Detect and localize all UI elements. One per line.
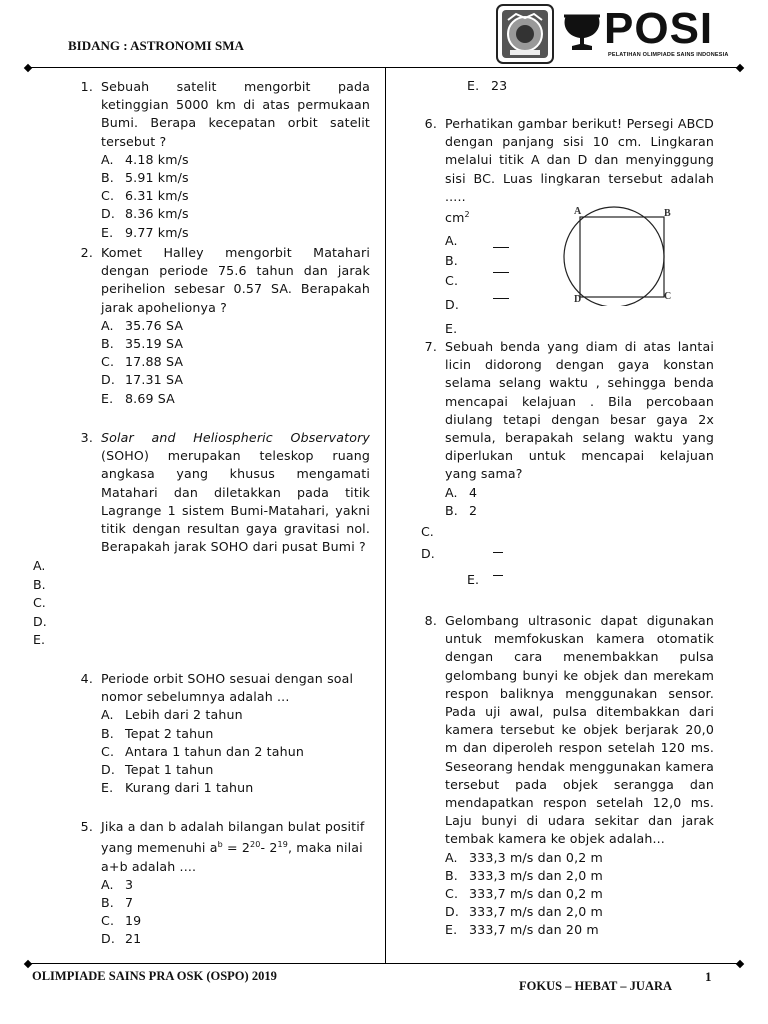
question-number: 4. <box>80 671 93 686</box>
question-7-option-c[interactable]: C. <box>421 524 434 539</box>
option-e[interactable]: E. <box>33 632 45 648</box>
question-4 <box>75 670 370 797</box>
label-a: A <box>574 206 582 217</box>
option-c[interactable]: C. 19 <box>101 913 142 929</box>
option-e-fraction <box>493 298 509 299</box>
option-e[interactable]: E. 333,7 m/s dan 20 m <box>445 922 599 938</box>
option-c[interactable]: C. <box>445 273 459 289</box>
question-text: Gelombang ultrasonic dapat digunakan untuk memfokuskan kamera otomatik dengan cara menembakkan pulsa gelombang bunyi ke objek dan merekam respon baliknya menggunakan sensor. Pada uji awal, pulsa ditembakkan dari kamera tersebut ke objek berjarak 20,0 m dan diperoleh respon setelah 120 ms. Seseorang hendak menggunakan kamera tersebut pada objek serangga dan mendapatkan respon setelah 12,0 ms. Laju bunyi di udara sekitar dan jarak tembak kamera ke objek adalah... <box>445 613 714 847</box>
column-divider <box>385 68 386 964</box>
option-list <box>101 151 370 242</box>
footer-motto: FOKUS – HEBAT – JUARA <box>519 979 673 993</box>
option-b[interactable]: B. <box>33 576 46 592</box>
page-number: 1 <box>705 969 712 984</box>
question-5 <box>75 818 370 949</box>
option-d[interactable]: D. 17.31 SA <box>101 372 184 388</box>
option-list <box>445 849 714 940</box>
square-abcd <box>580 217 664 297</box>
option-c-fraction <box>493 247 509 248</box>
question-number: 3. <box>80 430 93 445</box>
option-e[interactable]: E. 8.69 SA <box>101 390 175 406</box>
option-d[interactable]: D. 8.36 km/s <box>101 206 189 222</box>
option-c[interactable]: C. 333,7 m/s dan 0,2 m <box>445 886 603 902</box>
footer-rule <box>28 963 740 964</box>
unit: cm <box>445 210 465 226</box>
option-b[interactable]: B. 5.91 km/s <box>101 170 189 185</box>
question-text: Sebuah satelit mengorbit pada ketinggian 5000 km di atas permukaan Bumi. Berapa kecepatan orbit satelit tersebut ? <box>101 79 370 149</box>
label-b: B <box>664 208 671 219</box>
option-b[interactable]: B. <box>445 253 458 269</box>
question-text: Periode orbit SOHO sesuai dengan soal nomor sebelumnya adalah ... <box>101 671 354 705</box>
question-number: 2. <box>80 245 93 260</box>
option-d[interactable]: D. <box>33 613 47 629</box>
question-7-option-d[interactable]: D. <box>421 546 435 561</box>
option-a[interactable]: A. 35.76 SA <box>101 317 184 333</box>
header-rule-end-left <box>24 64 32 72</box>
subject-title: BIDANG : ASTRONOMI SMA <box>68 38 244 53</box>
option-d[interactable]: D. <box>445 297 460 313</box>
question-2 <box>75 244 370 408</box>
question-number: 5. <box>80 819 93 834</box>
question-3-options <box>33 557 47 650</box>
option-a[interactable]: A. 4.18 km/s <box>101 151 189 167</box>
option-e-fraction <box>493 575 503 576</box>
option-list <box>101 876 370 949</box>
question-text: Sebuah benda yang diam di atas lantai licin didorong dengan gaya konstan selama selang waktu , sehingga benda mencapai kelajuan . Bila percobaan diulang tetapi dengan besar gaya 2x semula, berapakah selang waktu yang diperlukan untuk mencapai kelajuan yang sama? <box>445 339 714 482</box>
option-b[interactable]: B. 35.19 SA <box>101 336 184 351</box>
brand-name: POSI <box>604 4 714 53</box>
question-text: Komet Halley mengorbit Matahari dengan periode 75.6 tahun dan jarak perihelion sebesar 0.57 SA. Berapakah jarak apohelionya ? <box>101 245 370 315</box>
option-a[interactable]: A. 333,3 m/s dan 0,2 m <box>445 849 603 865</box>
option-list <box>101 317 370 408</box>
emblem-logo <box>496 4 554 64</box>
option-list <box>445 484 714 520</box>
trophy-icon <box>560 12 604 54</box>
option-d[interactable]: D. Tepat 1 tahun <box>101 761 214 777</box>
posi-logo <box>560 4 730 62</box>
circle-through-a-d <box>564 207 664 306</box>
header-rule <box>28 67 740 68</box>
option-d-fraction <box>493 272 509 273</box>
question-number: 6. <box>424 116 437 131</box>
option-e[interactable]: E. Kurang dari 1 tahun <box>101 780 254 796</box>
option-d[interactable]: D. 21 <box>101 931 142 947</box>
question-text-italic: Solar and Heliospheric Observatory <box>101 430 370 445</box>
option-c[interactable]: C. <box>33 595 46 611</box>
question-text-rest: (SOHO) merupakan teleskop ruang angkasa yang khusus mengamati Matahari dan diletakkan pada titik Lagrange 1 sistem Bumi-Matahari, yakni titik dengan resultan gaya gravitasi nol. Berapakah jarak SOHO dari pusat Bumi ? <box>101 448 370 555</box>
question-8 <box>419 612 714 940</box>
header-rule-end-right <box>736 64 744 72</box>
footer-rule-end-left <box>24 960 32 968</box>
option-e[interactable]: E. <box>445 321 458 337</box>
option-list <box>101 706 370 797</box>
option-e[interactable]: E. 9.77 km/s <box>101 224 189 240</box>
question-text: Perhatikan gambar berikut! Persegi ABCD dengan panjang sisi 10 cm. Lingkaran melalui titik A dan D dan menyinggung sisi BC. Luas lingkaran tersebut adalah ..... $cm^2$ <box>445 116 714 226</box>
option-b[interactable]: B. 2 <box>445 502 478 518</box>
footer-event: OLIMPIADE SAINS PRA OSK (OSPO) 2019 <box>32 969 277 983</box>
question-text <box>101 429 370 556</box>
option-a[interactable]: A. <box>33 558 46 573</box>
question-5-option-e[interactable]: E. 23 <box>467 78 508 93</box>
option-c[interactable]: C. 6.31 km/s <box>101 188 189 204</box>
option-b[interactable]: B. 7 <box>101 894 134 910</box>
option-a[interactable]: A. Lebih dari 2 tahun <box>101 707 243 723</box>
label-d: D <box>574 294 582 305</box>
question-3 <box>75 429 370 556</box>
footer-rule-end-right <box>736 960 744 968</box>
question-number: 8. <box>424 613 437 628</box>
question-7-option-e[interactable]: E. <box>467 572 479 587</box>
option-c[interactable]: C. Antara 1 tahun dan 2 tahun <box>101 743 304 759</box>
option-b[interactable]: B. Tepat 2 tahun <box>101 725 214 741</box>
question-1 <box>75 78 370 242</box>
square-circle-figure <box>558 202 680 306</box>
question-number: 7. <box>424 339 437 354</box>
option-d[interactable]: D. 333,7 m/s dan 2,0 m <box>445 904 603 920</box>
option-d-fraction <box>493 552 503 553</box>
question-7 <box>419 338 714 520</box>
question-number: 1. <box>80 79 93 94</box>
option-a[interactable]: A. 3 <box>101 876 134 892</box>
option-b[interactable]: B. 333,3 m/s dan 2,0 m <box>445 867 603 883</box>
option-a[interactable]: A. 4 <box>445 484 478 500</box>
label-c: C <box>664 291 672 302</box>
brand-subtitle: PELATIHAN OLIMPIADE SAINS INDONESIA <box>608 52 729 58</box>
option-c[interactable]: C. 17.88 SA <box>101 354 184 370</box>
question-text: Jika a dan b adalah bilangan bulat positif yang memenuhi $a^b = 2^{20}-$ $2^{19}$, maka nilai a+b adalah .... <box>101 819 365 874</box>
option-a[interactable]: A. <box>445 233 458 249</box>
